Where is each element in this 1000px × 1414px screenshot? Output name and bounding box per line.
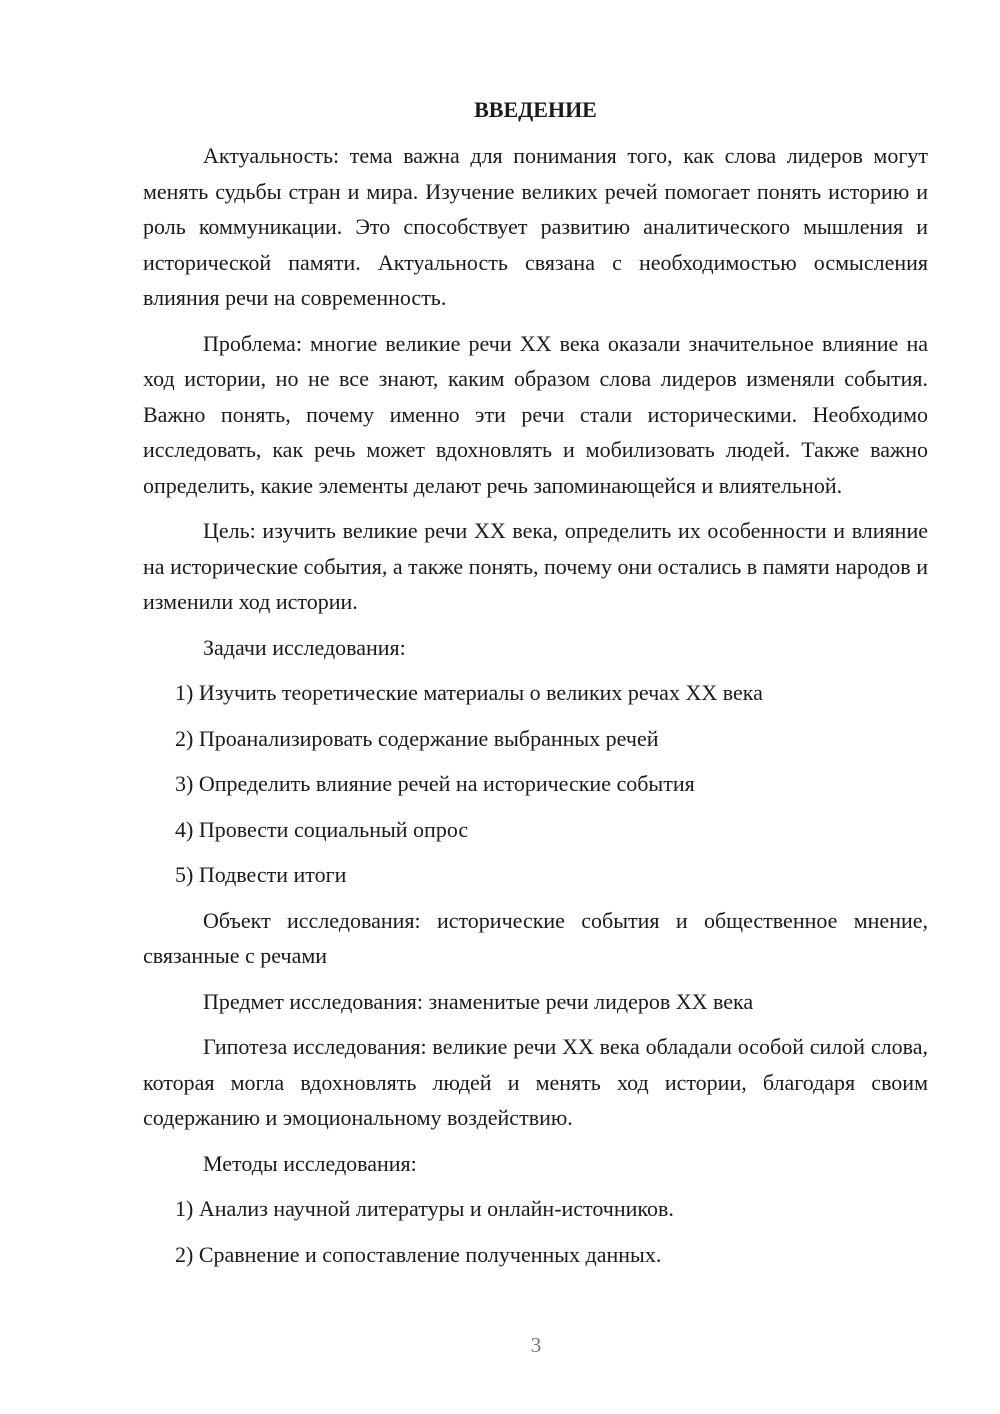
page-content: [143, 94, 928, 1282]
page-title: ВВЕДЕНИЕ: [474, 97, 597, 122]
methods-label: Методы исследования:: [203, 1150, 417, 1176]
problem-paragraph: Проблема: многие великие речи XX века оказали значительное влияние на ход истории, но не все знают, каким образом слова лидеров изменяли события. Важно понять, почему именно эти речи стали историческими. Необходимо исследовать, как речь может вдохновлять и мобилизовать людей. Также важно определить, какие элементы делают речь запоминающейся и влиятельной.: [143, 330, 928, 498]
task-item: 5) Подвести итоги: [175, 862, 347, 887]
task-item: 2) Проанализировать содержание выбранных речей: [175, 725, 659, 751]
task-item: 3) Определить влияние речей на исторические события: [175, 771, 695, 796]
hypothesis-paragraph: Гипотеза исследования: великие речи XX века обладали особой силой слова, которая могла вдохновлять людей и менять ход истории, благодаря своим содержанию и эмоциональному воздействию.: [143, 1034, 928, 1130]
object-paragraph: Объект исследования: исторические события и общественное мнение, связанные с речами: [143, 907, 928, 968]
method-item: 1) Анализ научной литературы и онлайн-источников.: [175, 1196, 674, 1221]
task-item: 4) Провести социальный опрос: [175, 816, 469, 842]
subject-paragraph: Предмет исследования: знаменитые речи лидеров XX века: [203, 988, 754, 1014]
method-item: 2) Сравнение и сопоставление полученных данных.: [175, 1241, 662, 1267]
task-item: 1) Изучить теоретические материалы о великих речах XX века: [175, 680, 763, 705]
tasks-label: Задачи исследования:: [203, 634, 406, 660]
goal-paragraph: Цель: изучить великие речи XX века, определить их особенности и влияние на исторические события, а также понять, почему они остались в памяти народов и изменили ход истории.: [143, 518, 928, 614]
relevance-paragraph: Актуальность: тема важна для понимания того, как слова лидеров могут менять судьбы стран и мира. Изучение великих речей помогает понять историю и роль коммуникации. Это способствует развитию аналитического мышления и исторической памяти. Актуальность связана с необходимостью осмысления влияния речи на современность.: [143, 143, 928, 310]
page-number: 3: [530, 1333, 542, 1357]
